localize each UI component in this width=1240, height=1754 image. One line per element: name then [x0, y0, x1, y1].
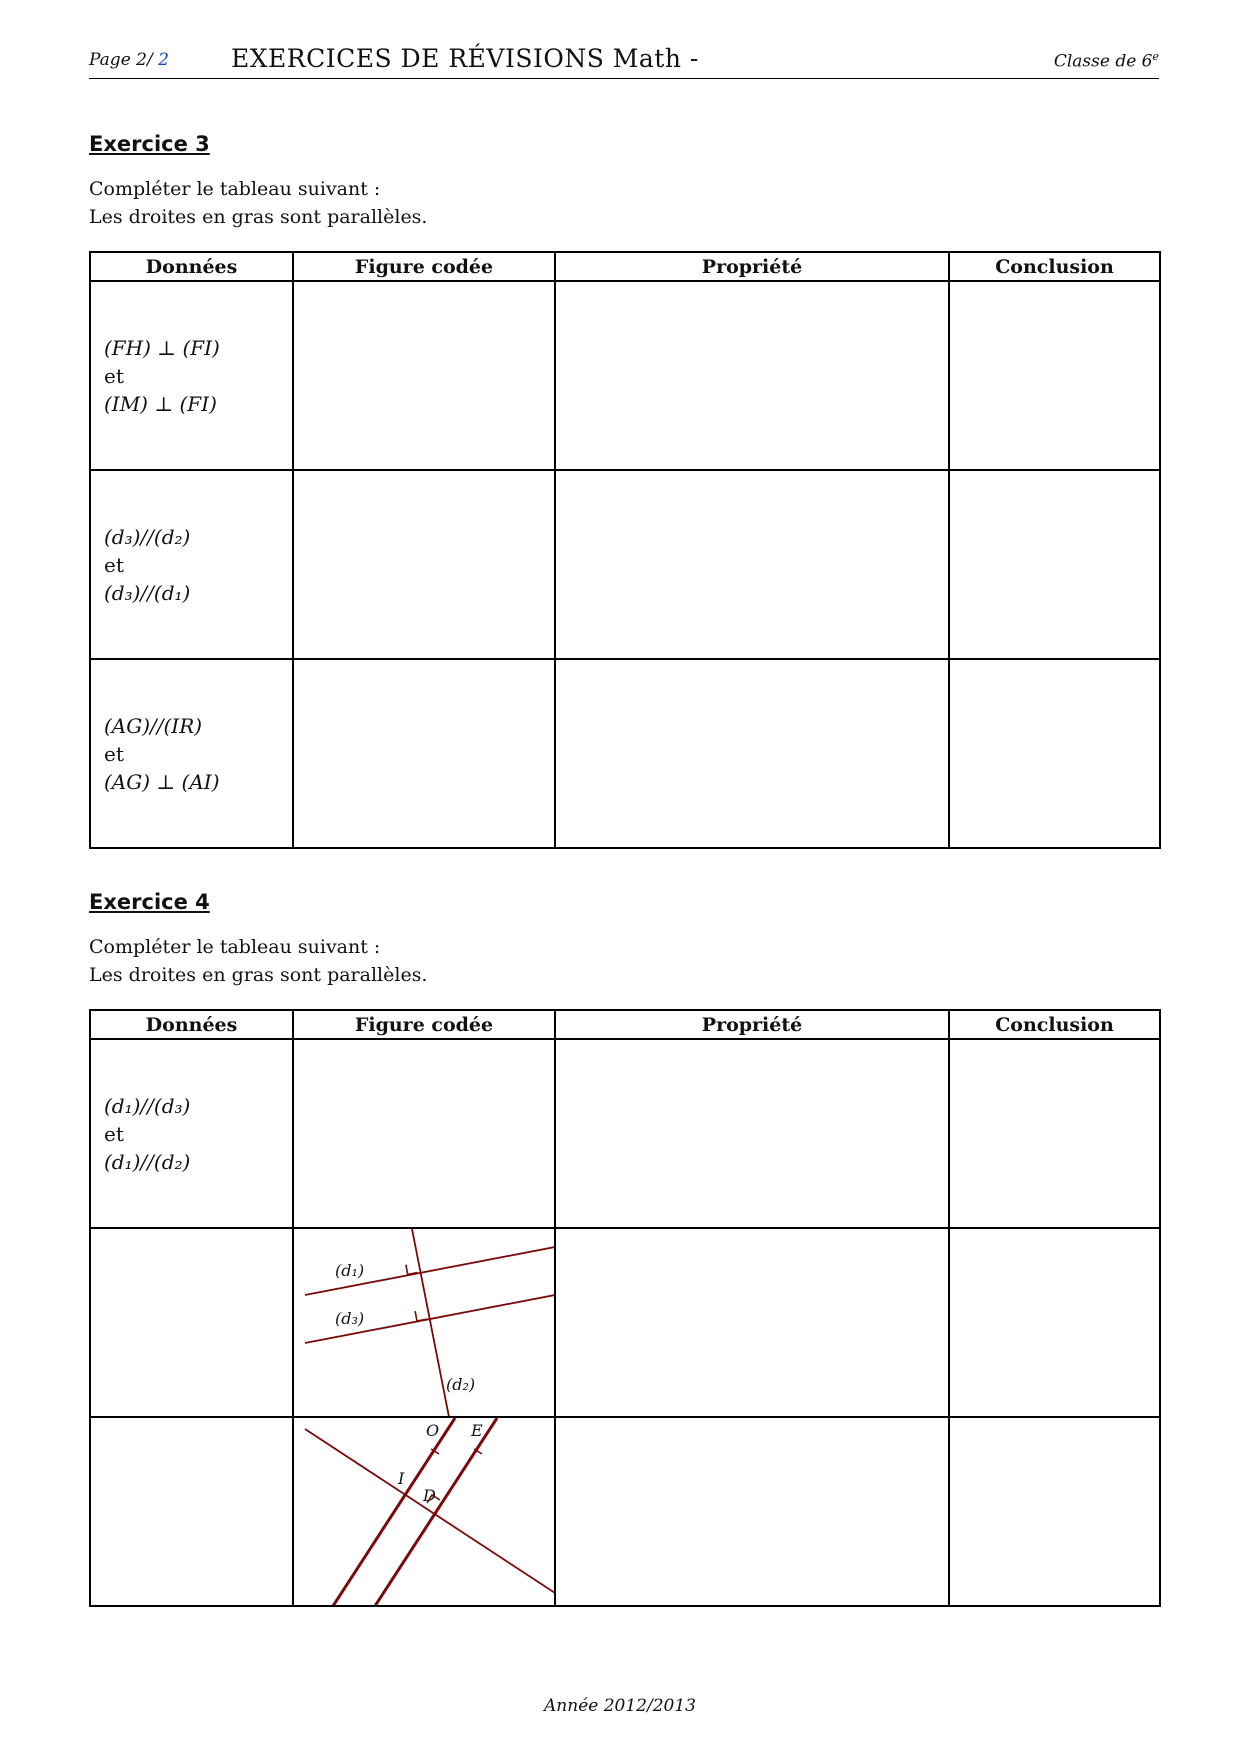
exercise-3-intro-line2: Les droites en gras sont parallèles. [89, 206, 428, 228]
col-header-figure: Figure codée [293, 1010, 555, 1039]
label-I: I [398, 1469, 405, 1488]
label-D: D [423, 1486, 436, 1505]
table-row [90, 1417, 1160, 1606]
conclusion-cell[interactable] [949, 281, 1160, 470]
table-row [90, 659, 1160, 848]
transversal-line [305, 1429, 554, 1593]
label-d1: (d₁) [335, 1261, 365, 1280]
col-header-propriete: Propriété [555, 252, 949, 281]
col-header-conclusion: Conclusion [949, 1010, 1160, 1039]
data-line: et [104, 552, 124, 577]
data-cell[interactable] [90, 1417, 293, 1606]
figure-perpendicular-lines [294, 1229, 554, 1416]
class-sup: e [1152, 50, 1159, 63]
data-cell [90, 470, 293, 659]
data-line: (d₁)//(d₂) [104, 1149, 191, 1174]
table-row [90, 1228, 1160, 1417]
data-line: et [104, 363, 124, 388]
data-cell[interactable] [90, 1228, 293, 1417]
figure-cell [293, 1417, 555, 1606]
exercise-3-title: Exercice 3 [89, 132, 210, 156]
conclusion-cell[interactable] [949, 1228, 1160, 1417]
page-prefix: Page 2/ [89, 50, 159, 70]
col-header-propriete: Propriété [555, 1010, 949, 1039]
figure-cell[interactable] [293, 281, 555, 470]
property-cell[interactable] [555, 470, 949, 659]
table-row [90, 470, 1160, 659]
conclusion-cell[interactable] [949, 659, 1160, 848]
property-cell[interactable] [555, 659, 949, 848]
table-header-row [90, 252, 1160, 281]
data-cell [90, 281, 293, 470]
line-d2 [412, 1229, 449, 1416]
label-O: O [426, 1421, 440, 1440]
page-total-link[interactable]: 2 [158, 50, 169, 70]
exercise-3-intro [89, 175, 427, 231]
label-E: E [471, 1421, 483, 1440]
right-angle-mark [415, 1311, 427, 1321]
data-line: (FH) ⊥ (FI) [104, 335, 220, 360]
data-line: (IM) ⊥ (FI) [104, 391, 217, 416]
document-title: EXERCICES DE RÉVISIONS Math - [231, 44, 699, 73]
data-cell [90, 1039, 293, 1228]
data-cell [90, 659, 293, 848]
class-prefix: Classe de 6 [1053, 51, 1153, 72]
exercise-4-intro-line2: Les droites en gras sont parallèles. [89, 964, 428, 986]
property-cell[interactable] [555, 1417, 949, 1606]
data-line: (d₁)//(d₃) [104, 1093, 191, 1118]
property-cell[interactable] [555, 1228, 949, 1417]
conclusion-cell[interactable] [949, 470, 1160, 659]
exercise-4-title: Exercice 4 [89, 890, 210, 914]
page-footer: Année 2012/2013 [544, 1696, 696, 1716]
figure-cell [293, 1228, 555, 1417]
data-line: et [104, 1121, 124, 1146]
label-d2: (d₂) [446, 1375, 476, 1394]
right-angle-mark [406, 1265, 418, 1275]
figure-cell[interactable] [293, 470, 555, 659]
label-d3: (d₃) [335, 1309, 365, 1328]
table-header-row [90, 1010, 1160, 1039]
exercise-4-table [89, 1009, 1161, 1607]
figure-cell[interactable] [293, 1039, 555, 1228]
data-line: (AG) ⊥ (AI) [104, 769, 220, 794]
class-label [1054, 50, 1159, 72]
data-line: (d₃)//(d₂) [104, 524, 191, 549]
conclusion-cell[interactable] [949, 1417, 1160, 1606]
data-line: (d₃)//(d₁) [104, 580, 191, 605]
col-header-conclusion: Conclusion [949, 252, 1160, 281]
page-number [89, 50, 169, 70]
property-cell[interactable] [555, 281, 949, 470]
col-header-donnees: Données [90, 1010, 293, 1039]
property-cell[interactable] [555, 1039, 949, 1228]
col-header-figure: Figure codée [293, 252, 555, 281]
page-header [89, 44, 1159, 79]
exercise-3-table [89, 251, 1161, 849]
conclusion-cell[interactable] [949, 1039, 1160, 1228]
table-row [90, 281, 1160, 470]
exercise-3-intro-line1: Compléter le tableau suivant : [89, 178, 381, 200]
exercise-4-intro [89, 933, 427, 989]
col-header-donnees: Données [90, 252, 293, 281]
figure-parallel-lines [294, 1418, 554, 1605]
table-row [90, 1039, 1160, 1228]
data-line: (AG)//(IR) [104, 713, 203, 738]
exercise-4-intro-line1: Compléter le tableau suivant : [89, 936, 381, 958]
figure-cell[interactable] [293, 659, 555, 848]
data-line: et [104, 741, 124, 766]
